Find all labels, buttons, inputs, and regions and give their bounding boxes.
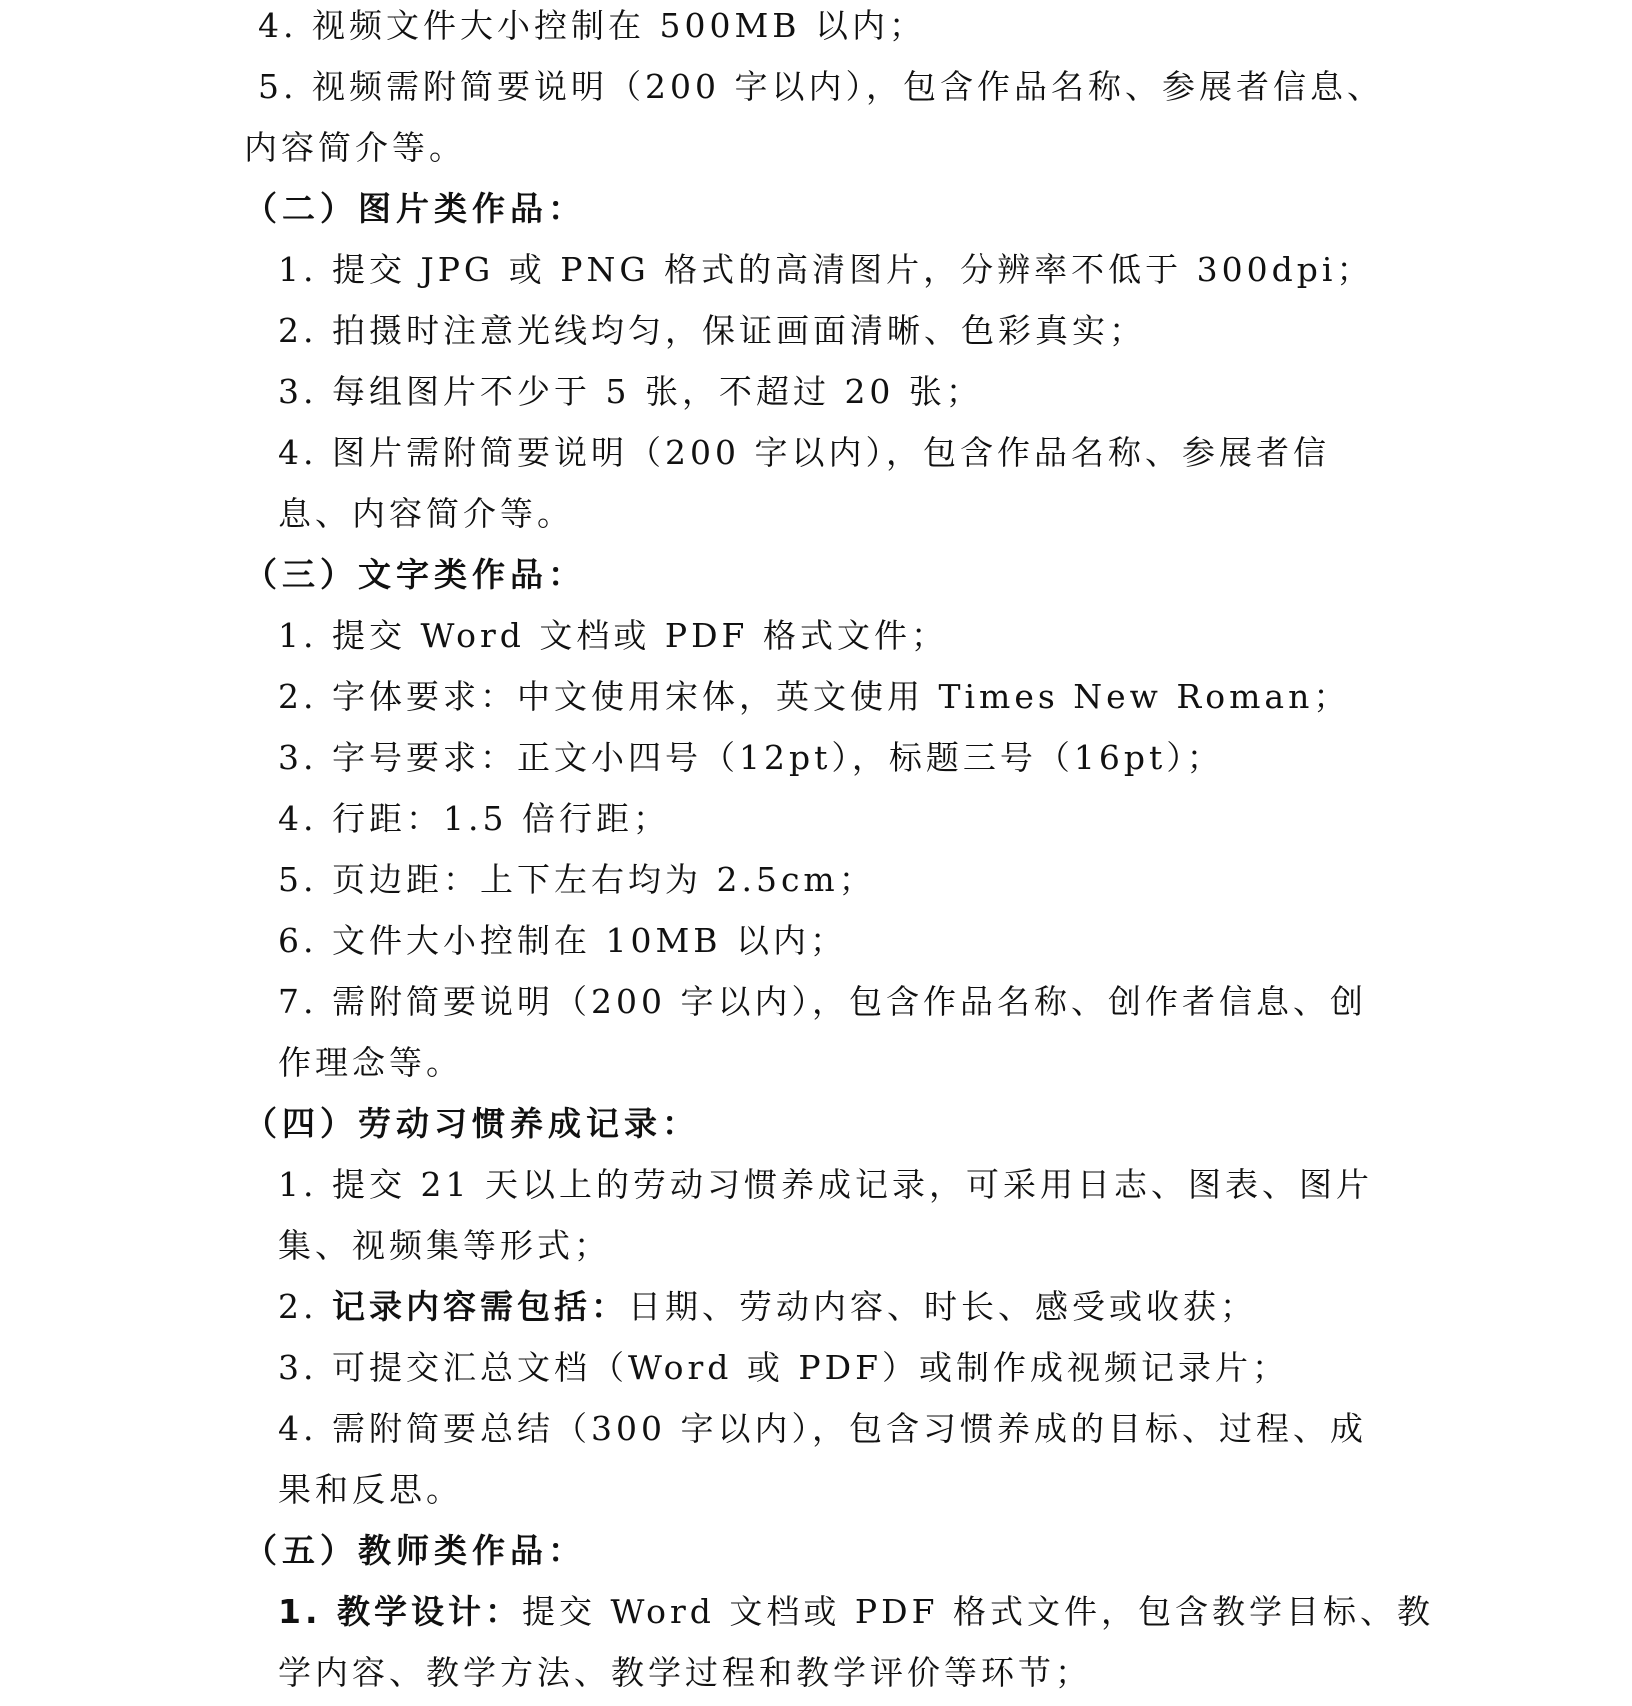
labor-item-2-bold-label: 记录内容需包括：	[331, 1287, 628, 1326]
section-heading-text: （三）文字类作品：	[244, 555, 586, 594]
text-item-3: 3. 字号要求：正文小四号（12pt），标题三号（16pt）；	[278, 738, 1224, 777]
video-item-5-line1: 5. 视频需附简要说明（200 字以内），包含作品名称、参展者信息、	[258, 67, 1384, 106]
text-item-2: 2. 字体要求：中文使用宋体，英文使用 Times New Roman；	[278, 677, 1351, 716]
teacher-item-1-text: 提交 Word 文档或 PDF 格式文件，包含教学目标、教	[522, 1592, 1434, 1631]
video-item-5-line2: 内容简介等。	[244, 128, 466, 167]
text-item-7-line2: 作理念等。	[278, 1043, 463, 1082]
video-item-4: 4. 视频文件大小控制在 500MB 以内；	[258, 6, 926, 45]
labor-item-1-line1: 1. 提交 21 天以上的劳动习惯养成记录，可采用日志、图表、图片	[278, 1165, 1373, 1204]
text-item-6: 6. 文件大小控制在 10MB 以内；	[278, 921, 847, 960]
text-item-5: 5. 页边距：上下左右均为 2.5cm；	[278, 860, 876, 899]
image-item-1: 1. 提交 JPG 或 PNG 格式的高清图片，分辨率不低于 300dpi；	[278, 250, 1374, 289]
image-item-4-line1: 4. 图片需附简要说明（200 字以内），包含作品名称、参展者信	[278, 433, 1330, 472]
labor-item-2	[278, 1287, 1257, 1327]
text-item-4: 4. 行距：1.5 倍行距；	[278, 799, 670, 838]
labor-item-4-line2: 果和反思。	[278, 1470, 463, 1509]
labor-item-4-line1: 4. 需附简要总结（300 字以内），包含习惯养成的目标、过程、成	[278, 1409, 1367, 1448]
image-item-3: 3. 每组图片不少于 5 张，不超过 20 张；	[278, 372, 983, 411]
teacher-item-1-line1	[278, 1592, 1434, 1632]
text-item-7-line1: 7. 需附简要说明（200 字以内），包含作品名称、创作者信息、创	[278, 982, 1367, 1021]
section-heading-labor-record: （四）劳动习惯养成记录：	[244, 1104, 700, 1143]
labor-item-2-number: 2.	[278, 1287, 332, 1326]
labor-item-3: 3. 可提交汇总文档（Word 或 PDF）或制作成视频记录片；	[278, 1348, 1289, 1387]
teacher-item-1-line2: 学内容、教学方法、教学过程和教学评价等环节；	[278, 1653, 1092, 1692]
section-heading-teacher: （五）教师类作品：	[244, 1531, 586, 1570]
image-item-4-line2: 息、内容简介等。	[278, 494, 574, 533]
labor-item-1-line2: 集、视频集等形式；	[278, 1226, 611, 1265]
section-heading-images: （二）图片类作品：	[244, 189, 586, 228]
image-item-2: 2. 拍摄时注意光线均匀，保证画面清晰、色彩真实；	[278, 311, 1146, 350]
teacher-item-1-bold-label: 1. 教学设计：	[278, 1592, 522, 1631]
text-item-1: 1. 提交 Word 文档或 PDF 格式文件；	[278, 616, 948, 655]
labor-item-2-text: 日期、劳动内容、时长、感受或收获；	[627, 1287, 1257, 1326]
